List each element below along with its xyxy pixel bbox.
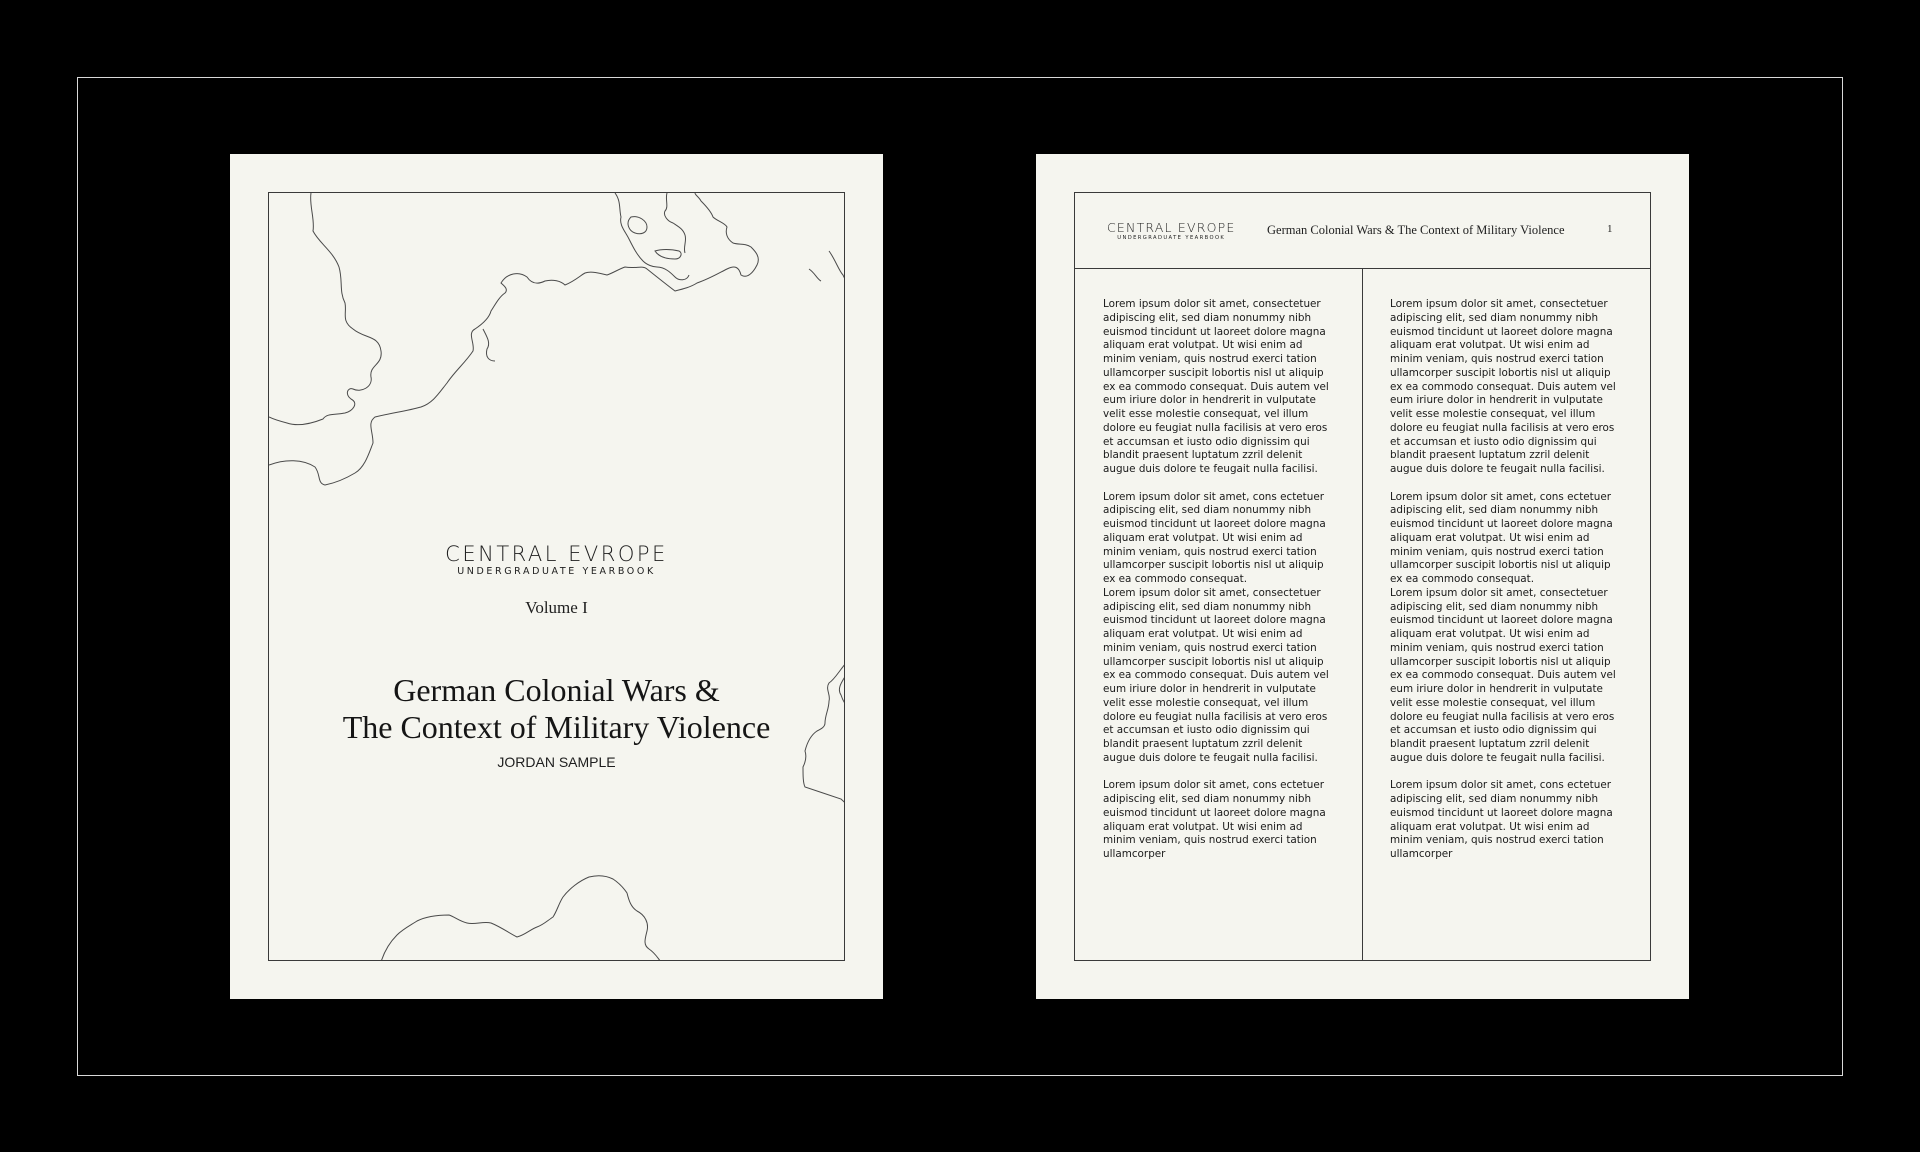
header-brand-subtitle: UNDERGRADUATE YEARBOOK [1117,235,1226,241]
cover-title-line-1: German Colonial Wars & [393,672,720,708]
cover-title [230,672,883,746]
inner-page-border [1074,192,1651,961]
paragraph: Lorem ipsum dolor sit amet, cons ectetuer adipiscing elit, sed diam nonummy nibh euismod tincidunt ut laoreet dolore magna aliquam erat volutpat. Ut wisi enim ad minim veniam, quis nostrud exerci tation ullamcorper suscipit lobortis nisl ut aliquip ex ea commodo consequat. [1390,490,1613,585]
paragraph: Lorem ipsum dolor sit amet, consectetuer adipiscing elit, sed diam nonummy nibh euismod tincidunt ut laoreet dolore magna aliquam erat volutpat. Ut wisi enim ad minim veniam, quis nostrud exerci tation ullamcorper suscipit lobortis nisl ut aliquip ex ea commodo consequat. Duis autem vel eum iriure dolor in hendrerit in vulputate velit esse molestie consequat, vel illum dolore eu feugiat nulla facilisis at vero eros et accumsan et iusto odio dignissim qui blandit praesent luptatum zzril delenit augue duis dolore te feugait nulla facilisi. [1390,586,1616,764]
paragraph: Lorem ipsum dolor sit amet, cons ectetuer adipiscing elit, sed diam nonummy nibh euismod tincidunt ut laoreet dolore magna aliquam erat volutpat. Ut wisi enim ad minim veniam, quis nostrud exerci tation ullamcorper suscipit lobortis nisl ut aliquip ex ea commodo consequat. [1103,490,1326,585]
page-number: 1 [1607,223,1613,235]
column-divider [1362,268,1363,960]
paragraph: Lorem ipsum dolor sit amet, consectetuer adipiscing elit, sed diam nonummy nibh euismod tincidunt ut laoreet dolore magna aliquam erat volutpat. Ut wisi enim ad minim veniam, quis nostrud exerci tation ullamcorper suscipit lobortis nisl ut aliquip ex ea commodo consequat. Duis autem vel eum iriure dolor in hendrerit in vulputate velit esse molestie consequat, vel illum dolore eu feugiat nulla facilisis at vero eros et accumsan et iusto odio dignissim qui blandit praesent luptatum zzril delenit augue duis dolore te feugait nulla facilisi. [1103,586,1329,764]
paragraph: Lorem ipsum dolor sit amet, consectetuer adipiscing elit, sed diam nonummy nibh euismod tincidunt ut laoreet dolore magna aliquam erat volutpat. Ut wisi enim ad minim veniam, quis nostrud exerci tation ullamcorper suscipit lobortis nisl ut aliquip ex ea commodo consequat. Duis autem vel eum iriure dolor in hendrerit in vulputate velit esse molestie consequat, vel illum dolore eu feugiat nulla facilisis at vero eros et accumsan et iusto odio dignissim qui blandit praesent luptatum zzril delenit augue duis dolore te feugait nulla facilisi. [1390,298,1616,475]
brand-name: CENTRAL EVROPE [445,542,668,566]
left-text-column [1103,298,1335,938]
running-header-brand [1107,221,1236,242]
cover-author: JORDAN SAMPLE [497,754,616,770]
paragraph: Lorem ipsum dolor sit amet, consectetuer adipiscing elit, sed diam nonummy nibh euismod tincidunt ut laoreet dolore magna aliquam erat volutpat. Ut wisi enim ad minim veniam, quis nostrud exerci tation ullamcorper suscipit lobortis nisl ut aliquip ex ea commodo consequat. Duis autem vel eum iriure dolor in hendrerit in vulputate velit esse molestie consequat, vel illum dolore eu feugiat nulla facilisis at vero eros et accumsan et iusto odio dignissim qui blandit praesent luptatum zzril delenit augue duis dolore te feugait nulla facilisi. [1103,298,1329,475]
paragraph: Lorem ipsum dolor sit amet, cons ectetuer adipiscing elit, sed diam nonummy nibh euismod tincidunt ut laoreet dolore magna aliquam erat volutpat. Ut wisi enim ad minim veniam, quis nostrud exerci tation ullamcorper [1103,779,1326,860]
cover-brand [230,542,883,578]
volume-label: Volume I [525,598,588,617]
cover-title-line-2: The Context of Military Violence [342,709,771,745]
running-title: German Colonial Wars & The Context of Military Violence [1267,223,1565,237]
paragraph: Lorem ipsum dolor sit amet, cons ectetuer adipiscing elit, sed diam nonummy nibh euismod tincidunt ut laoreet dolore magna aliquam erat volutpat. Ut wisi enim ad minim veniam, quis nostrud exerci tation ullamcorper [1390,779,1613,860]
header-brand-name: CENTRAL EVROPE [1107,220,1236,235]
cover-page [230,154,883,999]
inner-page [1036,154,1689,999]
brand-subtitle: UNDERGRADUATE YEARBOOK [457,566,656,577]
right-text-column [1390,298,1622,938]
